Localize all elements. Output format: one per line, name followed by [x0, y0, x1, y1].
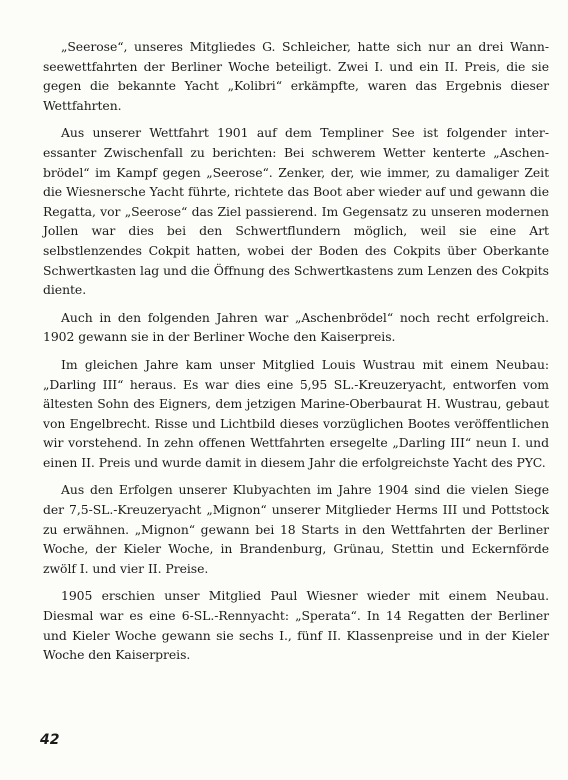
paragraph-wettfahrt-1901: Aus unserer Wettfahrt 1901 auf dem Templiner See ist folgender interessanter Zwischenfall zu berichten: Bei schwerem Wetter kenterte „Aschenbrödel“ im Kampf gegen „Seerose“. Zenker, der, wie immer, zu damaliger Zeit die Wiesnersche Yacht führte, richtete das Boot aber wieder auf und gewann die Regatta, vor „Seerose“ das Ziel passierend. Im Gegensatz zu unseren modernen Jollen war dies bei den Schwertflundern möglich, weil sie eine Art selbstlenzendes Cokpit hatten, wobei der Boden des Cokpits über Oberkante Schwertkasten lag und die Öffnung des Schwertkastens zum Lenzen des Cokpits diente.	[43, 125, 549, 298]
page-number: 42	[40, 732, 60, 748]
paragraph-aschenbroedel: Auch in den folgenden Jahren war „Aschenbrödel“ noch recht erfolgreich. 1902 gewann sie in der Berliner Woche den Kaiserpreis.	[43, 309, 549, 345]
paragraph-sperata: 1905 erschien unser Mitglied Paul Wiesner wieder mit einem Neubau. Diesmal war es eine 6-SL.-Rennyacht: „Sperata“. In 14 Regatten der Berliner und Kieler Woche gewann sie sechs I., fünf II. Klassenpreise und in der Kieler Woche den Kaiserpreis.	[43, 588, 549, 663]
body-text	[43, 37, 549, 673]
paragraph-mignon: Aus den Erfolgen unserer Klubyachten im Jahre 1904 sind die vielen Siege der 7,5-SL.-Kreuzeryacht „Mignon“ unserer Mitglieder Herms III und Pottstock zu erwähnen. „Mignon“ gewann bei 18 Starts in den Wettfahrten der Berliner Woche, der Kieler Woche, in Brandenburg, Grünau, Stettin und Eckernförde zwölf I. und vier II. Preise.	[43, 482, 549, 576]
paragraph-darling-iii: Im gleichen Jahre kam unser Mitglied Louis Wustrau mit einem Neubau: „Darling III“ heraus. Es war dies eine 5,95 SL.-Kreuzeryacht, entworfen vom ältesten Sohn des Eigners, dem jetzigen Marine-Oberbaurat H. Wustrau, gebaut von Engelbrecht. Risse und Lichtbild dieses vorzüglichen Bootes veröffentlichen wir vorstehend. In zehn offenen Wettfahrten ersegelte „Darling III“ neun I. und einen II. Preis und wurde damit in diesem Jahr die erfolgreichste Yacht des PYC.	[43, 356, 549, 470]
paragraph-seerose: „Seerose“, unseres Mitgliedes G. Schleicher, hatte sich nur an drei Wannseewettfahrten der Berliner Woche beteiligt. Zwei I. und ein II. Preis, die sie gegen die bekannte Yacht „Kolibri“ erkämpfte, waren das Ergebnis dieser Wettfahrten.	[43, 39, 549, 113]
